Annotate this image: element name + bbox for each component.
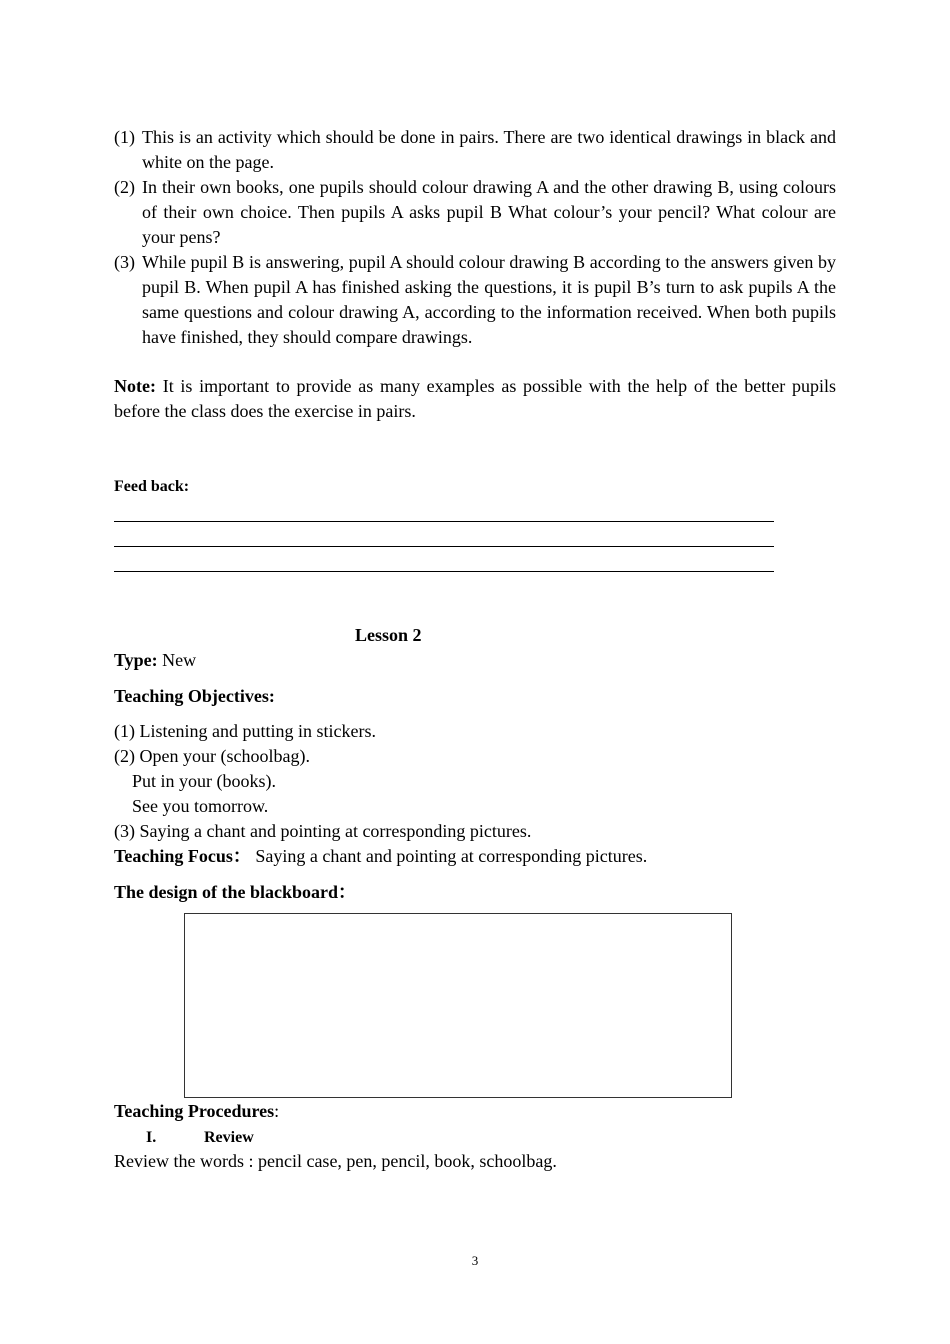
feedback-line-2 xyxy=(114,546,774,547)
feedback-line-1 xyxy=(114,521,774,522)
blackboard-box xyxy=(184,913,732,1098)
objective-item: See you tomorrow. xyxy=(132,796,269,816)
instruction-number: (1) xyxy=(114,127,135,147)
focus-text: Saying a chant and pointing at corresponding pictures. xyxy=(250,846,648,866)
procedures-colon: : xyxy=(274,1101,280,1121)
focus-label: Teaching Focus： xyxy=(114,846,251,866)
objective-item: (2) Open your (schoolbag). xyxy=(114,746,310,766)
note-text: It is important to provide as many examples as possible with the help of the better pupils before the class does the exercise in pairs. xyxy=(114,376,836,421)
objective-item: (1) Listening and putting in stickers. xyxy=(114,721,376,741)
type-value: New xyxy=(157,650,197,670)
instruction-item-1 xyxy=(114,125,836,175)
lesson-type xyxy=(114,648,836,673)
instruction-item-3 xyxy=(114,250,836,350)
objective-item: (3) Saying a chant and pointing at corresponding pictures. xyxy=(114,821,532,841)
teaching-focus xyxy=(114,844,836,869)
feedback-label: Feed back: xyxy=(114,478,190,495)
lesson-title: Lesson 2 xyxy=(355,625,422,645)
type-label: Type: xyxy=(114,650,158,670)
instruction-text: This is an activity which should be done in pairs. There are two identical drawings in black and white on the page. xyxy=(142,127,836,172)
procedures-label: Teaching Procedures xyxy=(114,1101,275,1121)
objective-item: Put in your (books). xyxy=(132,771,276,791)
instruction-text: While pupil B is answering, pupil A should colour drawing B according to the answers given by pupil B. When pupil A has finished asking the questions, it is pupil B’s turn to ask pupils A the same questions and colour drawing A, according to the information received. When both pupils have finished, they should compare drawings. xyxy=(142,252,836,347)
instruction-number: (3) xyxy=(114,252,135,272)
instruction-number: (2) xyxy=(114,177,135,197)
instruction-text: In their own books, one pupils should colour drawing A and the other drawing B, using colours of their own choice. Then pupils A asks pupil B What colour’s your pencil? What colour are your pens? xyxy=(142,177,836,247)
instruction-item-2 xyxy=(114,175,836,250)
section-title: Review xyxy=(204,1129,254,1146)
blackboard-heading: The design of the blackboard： xyxy=(114,882,357,902)
objectives-heading: Teaching Objectives: xyxy=(114,686,275,706)
review-text: Review the words : pencil case, pen, pencil, book, schoolbag. xyxy=(114,1151,557,1171)
note-label: Note: xyxy=(114,376,156,396)
section-numeral: I. xyxy=(146,1129,157,1146)
feedback-line-3 xyxy=(114,571,774,572)
note-paragraph xyxy=(114,374,836,424)
procedures-heading xyxy=(114,1099,836,1124)
page-number: 3 xyxy=(471,1253,479,1268)
